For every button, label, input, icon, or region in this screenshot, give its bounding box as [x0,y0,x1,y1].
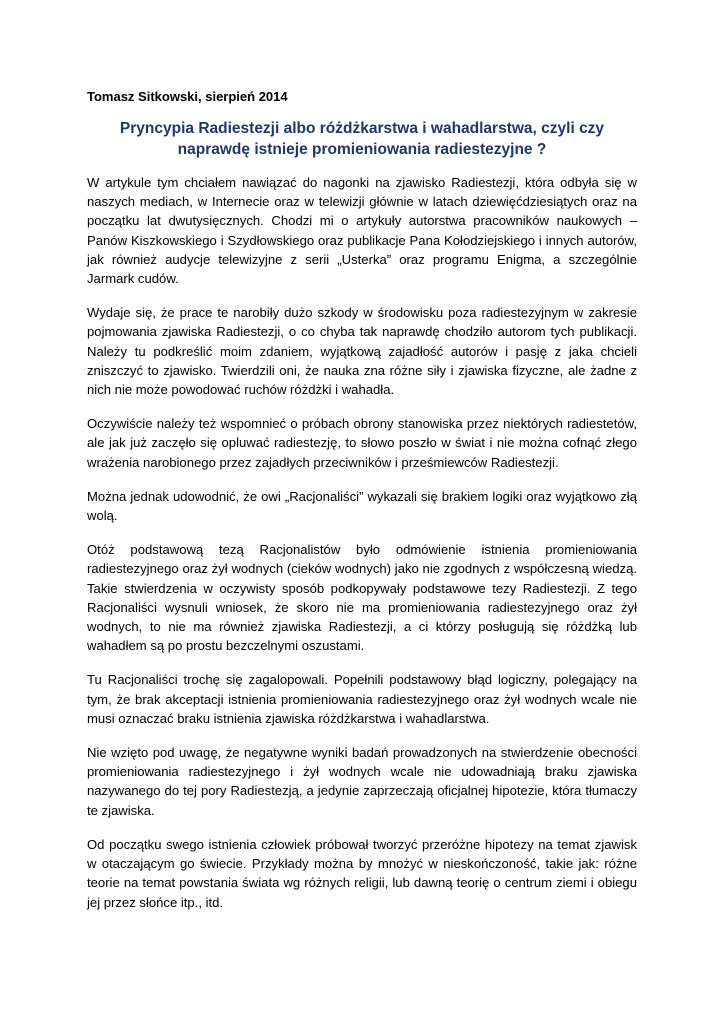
author-date-line: Tomasz Sitkowski, sierpień 2014 [87,89,288,104]
paragraph: Otóż podstawową tezą Racjonalistów było odmówienie istnienia promieniowania radiestezyjnego oraz żył wodnych (cieków wodnych) jako nie zgodnych z współczesną wiedzą. Takie stwierdzenia w oczywisty sposób podkopywały podstawowe tezy Radiestezji. Z tego Racjonaliści wysnuli wniosek, że skoro nie ma promieniowania radiestezyjnego oraz żył wodnych, to nie ma również zjawiska Radiestezji, a ci którzy posługują się różdżką lub wahadłem są po prostu bezczelnymi oszustami. [87,542,637,654]
document-page [87,88,637,927]
paragraph: Tu Racjonaliści trochę się zagalopowali. Popełnili podstawowy błąd logiczny, polegający na tym, że brak akceptacji istnienia promieniowania radiestezyjnego oraz żył wodnych wcale nie musi oznaczać braku istnienia zjawiska różdżkarstwa i wahadlarstwa. [87,672,637,726]
paragraph: Nie wzięto pod uwagę, że negatywne wyniki badań prowadzonych na stwierdzenie obecności promieniowania radiestezyjnego i żył wodnych wcale nie udowadniają braku zjawiska nazywanego do tej pory Radiestezją, a jedynie zaprzeczają oficjalnej hipotezie, która tłumaczy te zjawiska. [87,745,637,818]
paragraph: Oczywiście należy też wspomnieć o próbach obrony stanowiska przez niektórych radiestetów, ale jak już zaczęło się opluwać radiestezję, to słowo poszło w świat i nie można cofnąć złego wrażenia narobionego przez zajadłych przeciwników i prześmiewców Radiestezji. [87,416,637,470]
paragraph: Od początku swego istnienia człowiek próbował tworzyć przeróżne hipotezy na temat zjawisk w otaczającym go świecie. Przykłady można by mnożyć w nieskończoność, takie jak: różne teorie na temat powstania świata wg różnych religii, lub dawną teorię o centrum ziemi i obiegu jej przez słońce itp., itd. [87,836,637,910]
paragraph: W artykule tym chciałem nawiązać do nagonki na zjawisko Radiestezji, która odbyła się w naszych mediach, w Internecie oraz w telewizji głównie w latach dziewięćdziesiątych oraz na początku lat dwutysięcznych. Chodzi mi o artykuły autorstwa pracowników naukowych – Panów Kiszkowskiego i Szydłowskiego oraz publikacje Pana Kołodziejskiego i innych autorów, jak również audycje telewizyjne z serii „Usterka” oraz programu Enigma, a szczególnie Jarmark cudów. [87,175,637,287]
document-title: Pryncypia Radiestezji albo różdżkarstwa i wahadlarstwa, czyli czy naprawdę istnieje promieniowania radiestezyjne ? [119,120,605,158]
paragraph: Można jednak udowodnić, że owi „Racjonaliści” wykazali się brakiem logiki oraz wyjątkowo złą wolą. [87,488,637,524]
paragraph: Wydaje się, że prace te narobiły dużo szkody w środowisku poza radiestezyjnym w zakresie pojmowania zjawiska Radiestezji, o co chyba tak naprawdę chodziło autorom tych publikacji. Należy tu podkreślić moim zdaniem, wyjątkową zajadłość autorów i pasję z jaka chcieli zniszczyć to zjawisko. Twierdzili oni, że nauka zna różne siły i zjawiska fizyczne, ale żadne z nich nie może powodować ruchów różdżki i wahadła. [87,305,637,398]
